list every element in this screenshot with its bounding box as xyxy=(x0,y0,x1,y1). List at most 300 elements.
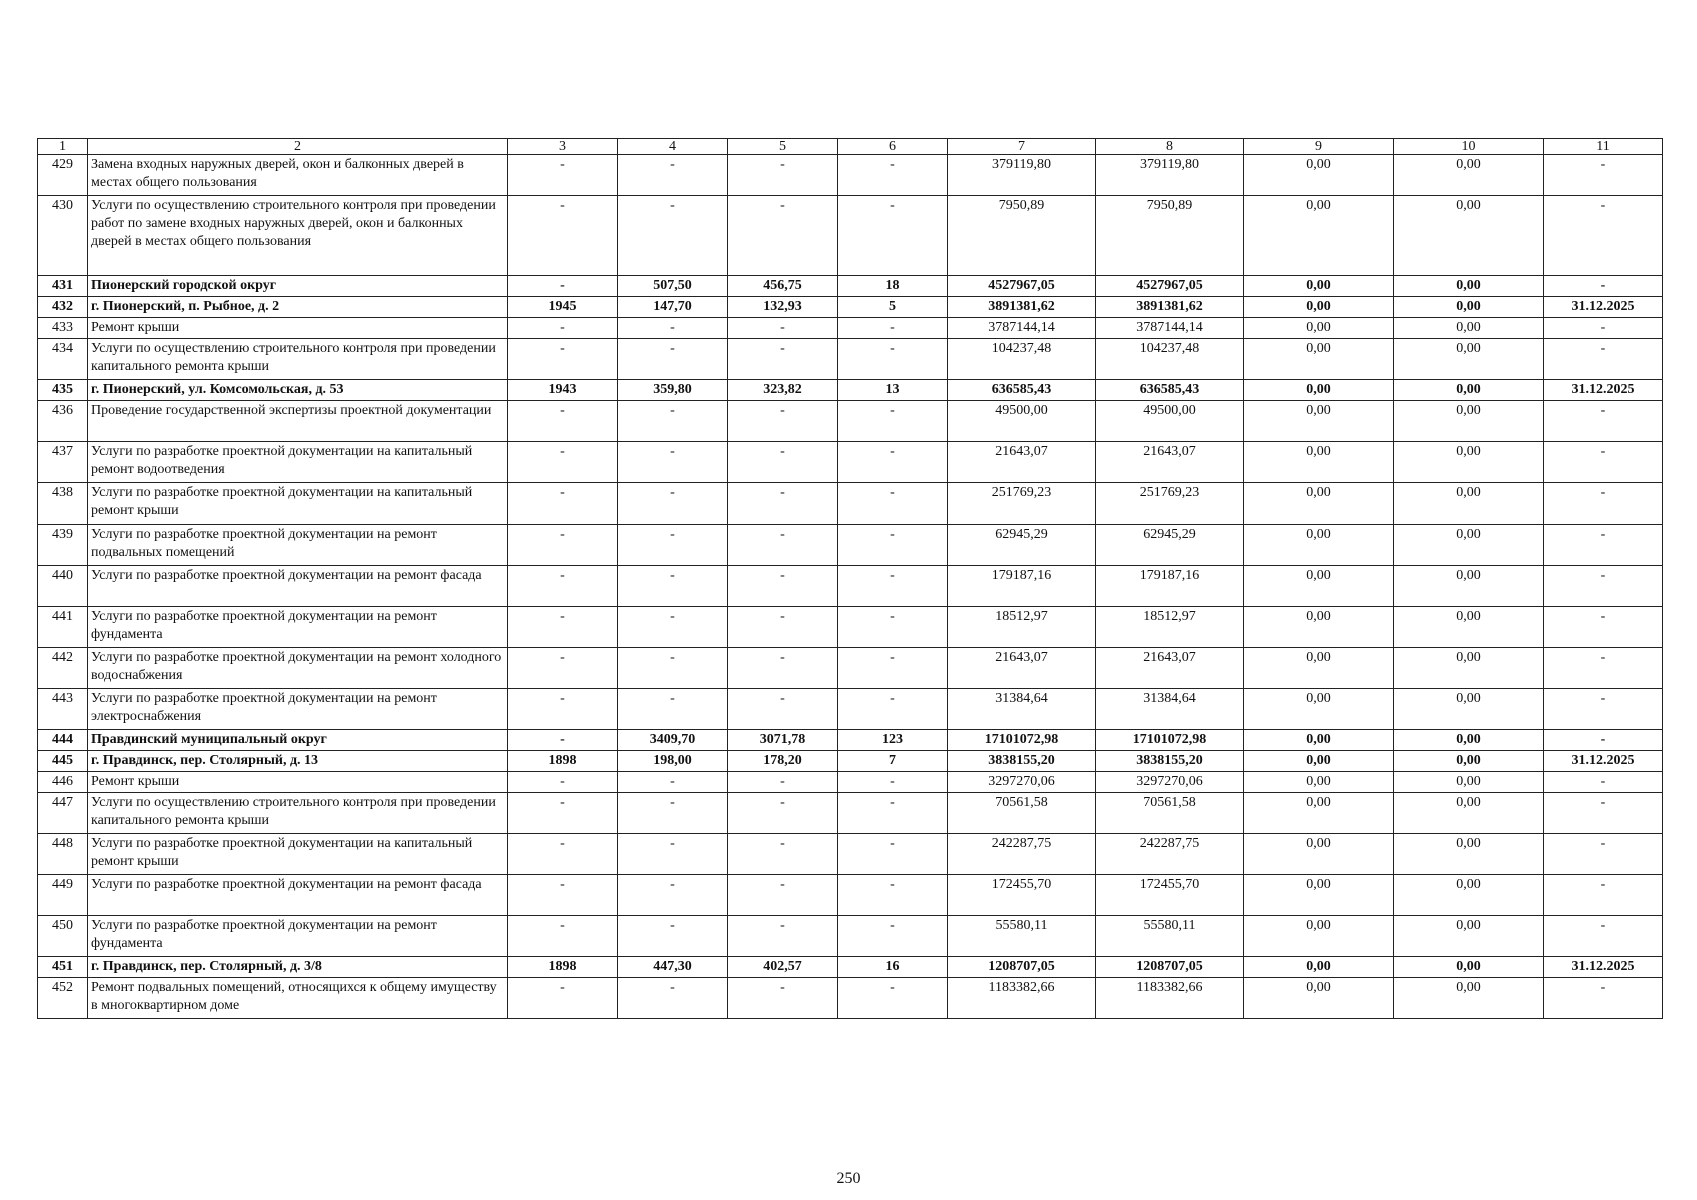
residents-cell: - xyxy=(838,155,948,196)
item-name-cell: Услуги по осуществлению строительного контроля при проведении капитального ремонта крыши xyxy=(88,793,508,834)
table-row xyxy=(38,607,1663,648)
header-cell-9: 9 xyxy=(1244,139,1394,155)
other-cost-2-cell: 0,00 xyxy=(1394,318,1544,339)
other-cost-1-cell: 0,00 xyxy=(1244,607,1394,648)
other-cost-2-cell: 0,00 xyxy=(1394,297,1544,318)
other-cost-1-cell: 0,00 xyxy=(1244,957,1394,978)
living-area-cell: - xyxy=(728,442,838,483)
residents-cell: - xyxy=(838,566,948,607)
other-cost-1-cell: 0,00 xyxy=(1244,978,1394,1019)
other-cost-1-cell: 0,00 xyxy=(1244,689,1394,730)
item-name-cell: Услуги по разработке проектной документации на ремонт подвальных помещений xyxy=(88,525,508,566)
year-built-cell: - xyxy=(508,318,618,339)
residents-cell: 7 xyxy=(838,751,948,772)
year-built-cell: - xyxy=(508,525,618,566)
living-area-cell: - xyxy=(728,978,838,1019)
header-cell-3: 3 xyxy=(508,139,618,155)
year-built-cell: - xyxy=(508,793,618,834)
completion-date-cell: - xyxy=(1544,276,1663,297)
table-row xyxy=(38,957,1663,978)
total-area-cell: 359,80 xyxy=(618,380,728,401)
fund-cost-cell: 17101072,98 xyxy=(1096,730,1244,751)
completion-date-cell: 31.12.2025 xyxy=(1544,380,1663,401)
total-area-cell: 3409,70 xyxy=(618,730,728,751)
total-area-cell: - xyxy=(618,978,728,1019)
page-number: 250 xyxy=(836,1170,861,1187)
residents-cell: - xyxy=(838,318,948,339)
year-built-cell: - xyxy=(508,442,618,483)
fund-cost-cell: 1183382,66 xyxy=(1096,978,1244,1019)
table-row xyxy=(38,339,1663,380)
living-area-cell: 323,82 xyxy=(728,380,838,401)
living-area-cell: 456,75 xyxy=(728,276,838,297)
fund-cost-cell: 4527967,05 xyxy=(1096,276,1244,297)
other-cost-2-cell: 0,00 xyxy=(1394,689,1544,730)
total-cost-cell: 242287,75 xyxy=(948,834,1096,875)
item-name-cell: Пионерский городской округ xyxy=(88,276,508,297)
residents-cell: - xyxy=(838,442,948,483)
year-built-cell: - xyxy=(508,689,618,730)
residents-cell: - xyxy=(838,607,948,648)
residents-cell: - xyxy=(838,648,948,689)
table-row xyxy=(38,483,1663,525)
residents-cell: - xyxy=(838,875,948,916)
total-area-cell: - xyxy=(618,648,728,689)
row-number-cell: 436 xyxy=(38,401,88,442)
other-cost-2-cell: 0,00 xyxy=(1394,607,1544,648)
other-cost-1-cell: 0,00 xyxy=(1244,834,1394,875)
living-area-cell: - xyxy=(728,339,838,380)
row-number-cell: 445 xyxy=(38,751,88,772)
total-cost-cell: 55580,11 xyxy=(948,916,1096,957)
item-name-cell: Ремонт крыши xyxy=(88,772,508,793)
residents-cell: - xyxy=(838,772,948,793)
total-cost-cell: 7950,89 xyxy=(948,196,1096,276)
header-cell-8: 8 xyxy=(1096,139,1244,155)
table-row xyxy=(38,401,1663,442)
fund-cost-cell: 21643,07 xyxy=(1096,442,1244,483)
total-area-cell: - xyxy=(618,442,728,483)
year-built-cell: - xyxy=(508,196,618,276)
year-built-cell: - xyxy=(508,978,618,1019)
other-cost-1-cell: 0,00 xyxy=(1244,339,1394,380)
other-cost-1-cell: 0,00 xyxy=(1244,525,1394,566)
residents-cell: 16 xyxy=(838,957,948,978)
table-row xyxy=(38,566,1663,607)
residents-cell: - xyxy=(838,339,948,380)
table-row xyxy=(38,772,1663,793)
completion-date-cell: 31.12.2025 xyxy=(1544,297,1663,318)
living-area-cell: - xyxy=(728,155,838,196)
living-area-cell: - xyxy=(728,196,838,276)
row-number-cell: 431 xyxy=(38,276,88,297)
completion-date-cell: - xyxy=(1544,607,1663,648)
total-cost-cell: 70561,58 xyxy=(948,793,1096,834)
row-number-cell: 450 xyxy=(38,916,88,957)
total-area-cell: - xyxy=(618,793,728,834)
completion-date-cell: - xyxy=(1544,339,1663,380)
item-name-cell: Ремонт подвальных помещений, относящихся к общему имуществу в многоквартирном доме xyxy=(88,978,508,1019)
total-cost-cell: 379119,80 xyxy=(948,155,1096,196)
row-number-cell: 438 xyxy=(38,483,88,525)
total-area-cell: - xyxy=(618,834,728,875)
fund-cost-cell: 172455,70 xyxy=(1096,875,1244,916)
total-area-cell: - xyxy=(618,875,728,916)
header-cell-2: 2 xyxy=(88,139,508,155)
residents-cell: 123 xyxy=(838,730,948,751)
table-row xyxy=(38,318,1663,339)
living-area-cell: - xyxy=(728,525,838,566)
living-area-cell: - xyxy=(728,318,838,339)
row-number-cell: 429 xyxy=(38,155,88,196)
other-cost-1-cell: 0,00 xyxy=(1244,483,1394,525)
item-name-cell: Услуги по осуществлению строительного контроля при проведении капитального ремонта крыши xyxy=(88,339,508,380)
completion-date-cell: - xyxy=(1544,566,1663,607)
other-cost-1-cell: 0,00 xyxy=(1244,793,1394,834)
other-cost-1-cell: 0,00 xyxy=(1244,155,1394,196)
total-cost-cell: 3297270,06 xyxy=(948,772,1096,793)
living-area-cell: 402,57 xyxy=(728,957,838,978)
header-cell-5: 5 xyxy=(728,139,838,155)
other-cost-1-cell: 0,00 xyxy=(1244,276,1394,297)
row-number-cell: 452 xyxy=(38,978,88,1019)
fund-cost-cell: 31384,64 xyxy=(1096,689,1244,730)
item-name-cell: Услуги по разработке проектной документации на ремонт фасада xyxy=(88,875,508,916)
header-cell-7: 7 xyxy=(948,139,1096,155)
completion-date-cell: - xyxy=(1544,648,1663,689)
table-row xyxy=(38,793,1663,834)
living-area-cell: 132,93 xyxy=(728,297,838,318)
other-cost-2-cell: 0,00 xyxy=(1394,957,1544,978)
living-area-cell: - xyxy=(728,875,838,916)
year-built-cell: - xyxy=(508,607,618,648)
table-row xyxy=(38,834,1663,875)
column-number-header-row xyxy=(38,139,1663,155)
residents-cell: - xyxy=(838,978,948,1019)
total-cost-cell: 179187,16 xyxy=(948,566,1096,607)
fund-cost-cell: 3787144,14 xyxy=(1096,318,1244,339)
completion-date-cell: - xyxy=(1544,483,1663,525)
table-row xyxy=(38,751,1663,772)
item-name-cell: г. Правдинск, пер. Столярный, д. 13 xyxy=(88,751,508,772)
row-number-cell: 444 xyxy=(38,730,88,751)
other-cost-1-cell: 0,00 xyxy=(1244,318,1394,339)
residents-cell: - xyxy=(838,916,948,957)
total-cost-cell: 49500,00 xyxy=(948,401,1096,442)
total-area-cell: 147,70 xyxy=(618,297,728,318)
total-cost-cell: 3838155,20 xyxy=(948,751,1096,772)
fund-cost-cell: 62945,29 xyxy=(1096,525,1244,566)
other-cost-1-cell: 0,00 xyxy=(1244,401,1394,442)
other-cost-1-cell: 0,00 xyxy=(1244,772,1394,793)
item-name-cell: г. Пионерский, п. Рыбное, д. 2 xyxy=(88,297,508,318)
completion-date-cell: - xyxy=(1544,978,1663,1019)
header-cell-10: 10 xyxy=(1394,139,1544,155)
table-row xyxy=(38,978,1663,1019)
living-area-cell: - xyxy=(728,689,838,730)
total-area-cell: - xyxy=(618,339,728,380)
table-row xyxy=(38,442,1663,483)
living-area-cell: 3071,78 xyxy=(728,730,838,751)
item-name-cell: г. Пионерский, ул. Комсомольская, д. 53 xyxy=(88,380,508,401)
other-cost-2-cell: 0,00 xyxy=(1394,648,1544,689)
row-number-cell: 433 xyxy=(38,318,88,339)
row-number-cell: 446 xyxy=(38,772,88,793)
residents-cell: 13 xyxy=(838,380,948,401)
residents-cell: - xyxy=(838,525,948,566)
year-built-cell: - xyxy=(508,276,618,297)
living-area-cell: - xyxy=(728,607,838,648)
completion-date-cell: 31.12.2025 xyxy=(1544,751,1663,772)
row-number-cell: 449 xyxy=(38,875,88,916)
item-name-cell: Ремонт крыши xyxy=(88,318,508,339)
table-row xyxy=(38,648,1663,689)
item-name-cell: Правдинский муниципальный округ xyxy=(88,730,508,751)
item-name-cell: Услуги по разработке проектной документации на капитальный ремонт крыши xyxy=(88,483,508,525)
fund-cost-cell: 7950,89 xyxy=(1096,196,1244,276)
total-area-cell: - xyxy=(618,318,728,339)
row-number-cell: 434 xyxy=(38,339,88,380)
row-number-cell: 451 xyxy=(38,957,88,978)
total-area-cell: 447,30 xyxy=(618,957,728,978)
total-cost-cell: 18512,97 xyxy=(948,607,1096,648)
completion-date-cell: - xyxy=(1544,730,1663,751)
total-cost-cell: 62945,29 xyxy=(948,525,1096,566)
fund-cost-cell: 1208707,05 xyxy=(1096,957,1244,978)
header-cell-1: 1 xyxy=(38,139,88,155)
other-cost-2-cell: 0,00 xyxy=(1394,875,1544,916)
item-name-cell: Услуги по разработке проектной документации на ремонт фасада xyxy=(88,566,508,607)
fund-cost-cell: 251769,23 xyxy=(1096,483,1244,525)
other-cost-1-cell: 0,00 xyxy=(1244,442,1394,483)
completion-date-cell: - xyxy=(1544,916,1663,957)
total-cost-cell: 636585,43 xyxy=(948,380,1096,401)
year-built-cell: - xyxy=(508,772,618,793)
living-area-cell: - xyxy=(728,916,838,957)
fund-cost-cell: 3891381,62 xyxy=(1096,297,1244,318)
item-name-cell: Услуги по разработке проектной документации на капитальный ремонт крыши xyxy=(88,834,508,875)
fund-cost-cell: 242287,75 xyxy=(1096,834,1244,875)
table-row xyxy=(38,196,1663,276)
item-name-cell: г. Правдинск, пер. Столярный, д. 3/8 xyxy=(88,957,508,978)
other-cost-1-cell: 0,00 xyxy=(1244,875,1394,916)
total-cost-cell: 1183382,66 xyxy=(948,978,1096,1019)
total-cost-cell: 1208707,05 xyxy=(948,957,1096,978)
year-built-cell: - xyxy=(508,834,618,875)
other-cost-1-cell: 0,00 xyxy=(1244,566,1394,607)
total-cost-cell: 251769,23 xyxy=(948,483,1096,525)
completion-date-cell: - xyxy=(1544,525,1663,566)
living-area-cell: - xyxy=(728,566,838,607)
total-area-cell: - xyxy=(618,525,728,566)
other-cost-1-cell: 0,00 xyxy=(1244,196,1394,276)
completion-date-cell: 31.12.2025 xyxy=(1544,957,1663,978)
other-cost-2-cell: 0,00 xyxy=(1394,730,1544,751)
year-built-cell: 1898 xyxy=(508,751,618,772)
table-row xyxy=(38,916,1663,957)
other-cost-2-cell: 0,00 xyxy=(1394,155,1544,196)
fund-cost-cell: 3838155,20 xyxy=(1096,751,1244,772)
total-cost-cell: 17101072,98 xyxy=(948,730,1096,751)
other-cost-2-cell: 0,00 xyxy=(1394,525,1544,566)
row-number-cell: 443 xyxy=(38,689,88,730)
other-cost-2-cell: 0,00 xyxy=(1394,566,1544,607)
header-cell-6: 6 xyxy=(838,139,948,155)
row-number-cell: 440 xyxy=(38,566,88,607)
living-area-cell: - xyxy=(728,483,838,525)
total-area-cell: - xyxy=(618,401,728,442)
total-area-cell: 198,00 xyxy=(618,751,728,772)
completion-date-cell: - xyxy=(1544,196,1663,276)
other-cost-2-cell: 0,00 xyxy=(1394,834,1544,875)
header-cell-4: 4 xyxy=(618,139,728,155)
other-cost-1-cell: 0,00 xyxy=(1244,730,1394,751)
completion-date-cell: - xyxy=(1544,155,1663,196)
completion-date-cell: - xyxy=(1544,318,1663,339)
year-built-cell: - xyxy=(508,155,618,196)
fund-cost-cell: 49500,00 xyxy=(1096,401,1244,442)
header-cell-11: 11 xyxy=(1544,139,1663,155)
living-area-cell: - xyxy=(728,772,838,793)
residents-cell: - xyxy=(838,689,948,730)
residents-cell: 18 xyxy=(838,276,948,297)
residents-cell: - xyxy=(838,401,948,442)
residents-cell: - xyxy=(838,483,948,525)
fund-cost-cell: 636585,43 xyxy=(1096,380,1244,401)
item-name-cell: Услуги по разработке проектной документации на ремонт фундамента xyxy=(88,607,508,648)
completion-date-cell: - xyxy=(1544,793,1663,834)
fund-cost-cell: 379119,80 xyxy=(1096,155,1244,196)
fund-cost-cell: 18512,97 xyxy=(1096,607,1244,648)
other-cost-1-cell: 0,00 xyxy=(1244,380,1394,401)
table-row xyxy=(38,276,1663,297)
year-built-cell: - xyxy=(508,483,618,525)
residents-cell: 5 xyxy=(838,297,948,318)
year-built-cell: - xyxy=(508,875,618,916)
other-cost-2-cell: 0,00 xyxy=(1394,916,1544,957)
total-area-cell: 507,50 xyxy=(618,276,728,297)
total-cost-cell: 172455,70 xyxy=(948,875,1096,916)
year-built-cell: - xyxy=(508,339,618,380)
residents-cell: - xyxy=(838,196,948,276)
row-number-cell: 435 xyxy=(38,380,88,401)
row-number-cell: 432 xyxy=(38,297,88,318)
other-cost-2-cell: 0,00 xyxy=(1394,442,1544,483)
total-area-cell: - xyxy=(618,916,728,957)
year-built-cell: - xyxy=(508,730,618,751)
other-cost-2-cell: 0,00 xyxy=(1394,793,1544,834)
completion-date-cell: - xyxy=(1544,834,1663,875)
other-cost-2-cell: 0,00 xyxy=(1394,339,1544,380)
item-name-cell: Услуги по разработке проектной документации на капитальный ремонт водоотведения xyxy=(88,442,508,483)
living-area-cell: 178,20 xyxy=(728,751,838,772)
total-area-cell: - xyxy=(618,155,728,196)
row-number-cell: 430 xyxy=(38,196,88,276)
item-name-cell: Услуги по разработке проектной документации на ремонт холодного водоснабжения xyxy=(88,648,508,689)
living-area-cell: - xyxy=(728,648,838,689)
total-cost-cell: 31384,64 xyxy=(948,689,1096,730)
total-cost-cell: 21643,07 xyxy=(948,442,1096,483)
total-cost-cell: 3787144,14 xyxy=(948,318,1096,339)
item-name-cell: Услуги по разработке проектной документации на ремонт электроснабжения xyxy=(88,689,508,730)
table-row xyxy=(38,155,1663,196)
year-built-cell: - xyxy=(508,401,618,442)
table-row xyxy=(38,297,1663,318)
table-row xyxy=(38,525,1663,566)
other-cost-2-cell: 0,00 xyxy=(1394,978,1544,1019)
total-area-cell: - xyxy=(618,772,728,793)
other-cost-1-cell: 0,00 xyxy=(1244,751,1394,772)
total-area-cell: - xyxy=(618,607,728,648)
completion-date-cell: - xyxy=(1544,689,1663,730)
fund-cost-cell: 179187,16 xyxy=(1096,566,1244,607)
other-cost-2-cell: 0,00 xyxy=(1394,196,1544,276)
capital-repair-table xyxy=(37,138,1663,1019)
residents-cell: - xyxy=(838,834,948,875)
row-number-cell: 447 xyxy=(38,793,88,834)
living-area-cell: - xyxy=(728,793,838,834)
other-cost-2-cell: 0,00 xyxy=(1394,772,1544,793)
completion-date-cell: - xyxy=(1544,442,1663,483)
other-cost-2-cell: 0,00 xyxy=(1394,276,1544,297)
fund-cost-cell: 104237,48 xyxy=(1096,339,1244,380)
year-built-cell: 1945 xyxy=(508,297,618,318)
row-number-cell: 437 xyxy=(38,442,88,483)
fund-cost-cell: 3297270,06 xyxy=(1096,772,1244,793)
fund-cost-cell: 55580,11 xyxy=(1096,916,1244,957)
fund-cost-cell: 70561,58 xyxy=(1096,793,1244,834)
row-number-cell: 439 xyxy=(38,525,88,566)
item-name-cell: Услуги по разработке проектной документации на ремонт фундамента xyxy=(88,916,508,957)
other-cost-2-cell: 0,00 xyxy=(1394,401,1544,442)
row-number-cell: 442 xyxy=(38,648,88,689)
living-area-cell: - xyxy=(728,834,838,875)
other-cost-2-cell: 0,00 xyxy=(1394,380,1544,401)
total-area-cell: - xyxy=(618,196,728,276)
residents-cell: - xyxy=(838,793,948,834)
total-cost-cell: 21643,07 xyxy=(948,648,1096,689)
total-area-cell: - xyxy=(618,689,728,730)
year-built-cell: 1943 xyxy=(508,380,618,401)
item-name-cell: Замена входных наружных дверей, окон и балконных дверей в местах общего пользования xyxy=(88,155,508,196)
total-cost-cell: 4527967,05 xyxy=(948,276,1096,297)
year-built-cell: - xyxy=(508,566,618,607)
other-cost-2-cell: 0,00 xyxy=(1394,483,1544,525)
completion-date-cell: - xyxy=(1544,772,1663,793)
living-area-cell: - xyxy=(728,401,838,442)
fund-cost-cell: 21643,07 xyxy=(1096,648,1244,689)
item-name-cell: Проведение государственной экспертизы проектной документации xyxy=(88,401,508,442)
other-cost-1-cell: 0,00 xyxy=(1244,297,1394,318)
other-cost-2-cell: 0,00 xyxy=(1394,751,1544,772)
other-cost-1-cell: 0,00 xyxy=(1244,916,1394,957)
total-area-cell: - xyxy=(618,566,728,607)
table-row xyxy=(38,689,1663,730)
table-row xyxy=(38,730,1663,751)
completion-date-cell: - xyxy=(1544,875,1663,916)
table-row xyxy=(38,875,1663,916)
row-number-cell: 448 xyxy=(38,834,88,875)
item-name-cell: Услуги по осуществлению строительного контроля при проведении работ по замене входных наружных дверей, окон и балконных дверей в местах общего пользования xyxy=(88,196,508,276)
row-number-cell: 441 xyxy=(38,607,88,648)
year-built-cell: - xyxy=(508,648,618,689)
table-row xyxy=(38,380,1663,401)
total-cost-cell: 3891381,62 xyxy=(948,297,1096,318)
other-cost-1-cell: 0,00 xyxy=(1244,648,1394,689)
year-built-cell: 1898 xyxy=(508,957,618,978)
completion-date-cell: - xyxy=(1544,401,1663,442)
total-cost-cell: 104237,48 xyxy=(948,339,1096,380)
